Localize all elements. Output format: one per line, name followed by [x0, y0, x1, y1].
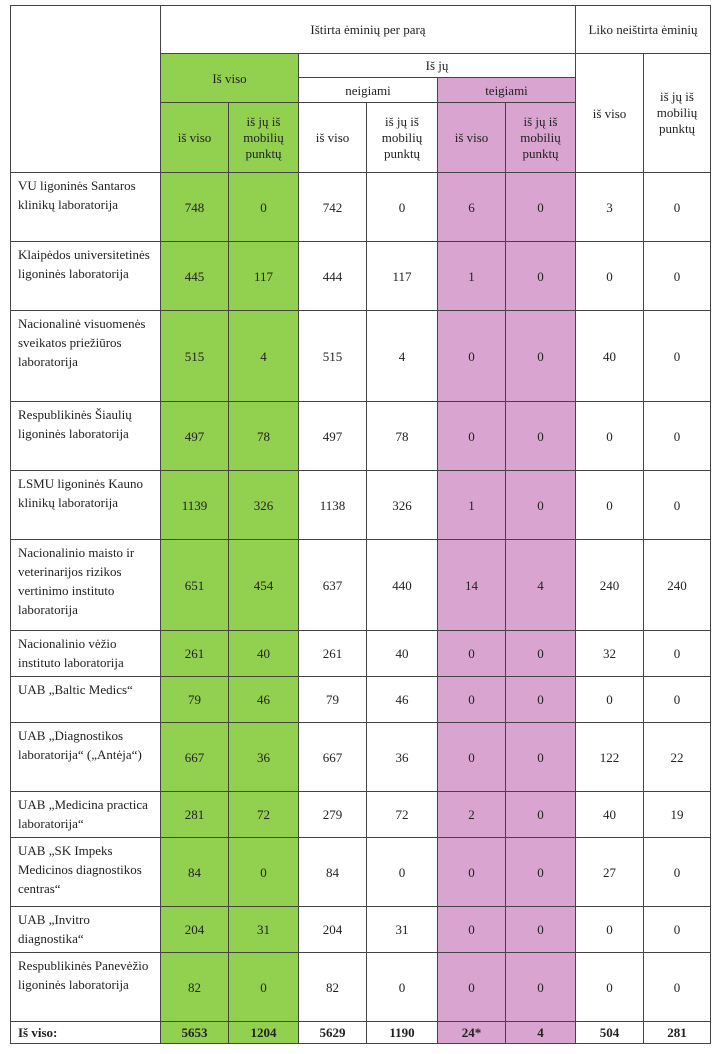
negative-mobile-cell: 4	[367, 311, 438, 402]
total-cell: 79	[161, 677, 229, 723]
positive-mobile-cell: 0	[506, 792, 576, 838]
untested-mobile-cell: 240	[644, 540, 711, 631]
header-untested-mobile: iš jų iš mobilių punktų	[644, 54, 711, 173]
mobile-cell: 454	[229, 540, 299, 631]
positive-total-cell: 1	[438, 242, 506, 311]
mobile-cell: 117	[229, 242, 299, 311]
table-row	[11, 311, 711, 402]
total-cell: 84	[161, 838, 229, 907]
untested-mobile-cell: 0	[644, 471, 711, 540]
total-total-cell: 5653	[161, 1022, 229, 1044]
untested-total-cell: 32	[576, 631, 644, 677]
total-cell: 445	[161, 242, 229, 311]
positive-mobile-cell: 0	[506, 907, 576, 953]
negative-mobile-cell: 0	[367, 173, 438, 242]
total-cell: 497	[161, 402, 229, 471]
table-row	[11, 838, 711, 907]
negative-total-cell: 667	[299, 723, 367, 792]
mobile-cell: 40	[229, 631, 299, 677]
negative-total-cell: 515	[299, 311, 367, 402]
untested-total-cell: 40	[576, 311, 644, 402]
mobile-cell: 0	[229, 953, 299, 1022]
lab-name-cell: UAB „Medicina practica laboratorija“	[11, 792, 161, 838]
untested-mobile-cell: 22	[644, 723, 711, 792]
lab-name-cell: Nacionalinė visuomenės sveikatos priežiūros laboratorija	[11, 311, 161, 402]
header-negative-total: iš viso	[299, 103, 367, 173]
mobile-cell: 72	[229, 792, 299, 838]
table-row	[11, 242, 711, 311]
positive-total-cell: 0	[438, 907, 506, 953]
total-positive-total-cell: 24*	[438, 1022, 506, 1044]
untested-mobile-cell: 19	[644, 792, 711, 838]
negative-total-cell: 82	[299, 953, 367, 1022]
totals-label: Iš viso:	[11, 1022, 161, 1044]
untested-total-cell: 27	[576, 838, 644, 907]
lab-name-cell: Nacionalinio maisto ir veterinarijos rizikos vertinimo instituto laboratorija	[11, 540, 161, 631]
mobile-cell: 0	[229, 173, 299, 242]
header-positive: teigiami	[438, 78, 576, 103]
table-row	[11, 631, 711, 677]
header-untested-total: iš viso	[576, 54, 644, 173]
lab-name-cell: LSMU ligoninės Kauno klinikų laboratorija	[11, 471, 161, 540]
untested-mobile-cell: 0	[644, 242, 711, 311]
untested-mobile-cell: 0	[644, 402, 711, 471]
table-row	[11, 953, 711, 1022]
mobile-cell: 0	[229, 838, 299, 907]
untested-mobile-cell: 0	[644, 907, 711, 953]
header-positive-total: iš viso	[438, 103, 506, 173]
untested-mobile-cell: 0	[644, 631, 711, 677]
total-negative-total-cell: 5629	[299, 1022, 367, 1044]
lab-name-cell: UAB „SK Impeks Medicinos diagnostikos centras“	[11, 838, 161, 907]
negative-mobile-cell: 117	[367, 242, 438, 311]
negative-total-cell: 84	[299, 838, 367, 907]
total-untested-total-cell: 504	[576, 1022, 644, 1044]
mobile-cell: 36	[229, 723, 299, 792]
negative-mobile-cell: 326	[367, 471, 438, 540]
untested-mobile-cell: 0	[644, 173, 711, 242]
positive-total-cell: 6	[438, 173, 506, 242]
negative-total-cell: 444	[299, 242, 367, 311]
header-positive-mobile: iš jų iš mobilių punktų	[506, 103, 576, 173]
positive-mobile-cell: 0	[506, 631, 576, 677]
total-cell: 667	[161, 723, 229, 792]
corner-cell	[11, 6, 161, 173]
total-positive-mobile-cell: 4	[506, 1022, 576, 1044]
positive-total-cell: 1	[438, 471, 506, 540]
negative-total-cell: 1138	[299, 471, 367, 540]
untested-total-cell: 0	[576, 471, 644, 540]
table-row	[11, 540, 711, 631]
untested-total-cell: 0	[576, 953, 644, 1022]
total-cell: 515	[161, 311, 229, 402]
totals-row	[11, 1022, 711, 1044]
positive-mobile-cell: 0	[506, 471, 576, 540]
mobile-cell: 46	[229, 677, 299, 723]
negative-total-cell: 279	[299, 792, 367, 838]
mobile-cell: 31	[229, 907, 299, 953]
mobile-cell: 78	[229, 402, 299, 471]
header-of-which: Iš jų	[299, 54, 576, 78]
untested-total-cell: 0	[576, 677, 644, 723]
positive-mobile-cell: 4	[506, 540, 576, 631]
positive-total-cell: 2	[438, 792, 506, 838]
negative-mobile-cell: 78	[367, 402, 438, 471]
positive-mobile-cell: 0	[506, 402, 576, 471]
positive-total-cell: 14	[438, 540, 506, 631]
table-row	[11, 677, 711, 723]
untested-total-cell: 3	[576, 173, 644, 242]
untested-total-cell: 0	[576, 242, 644, 311]
positive-total-cell: 0	[438, 677, 506, 723]
total-cell: 748	[161, 173, 229, 242]
lab-name-cell: UAB „Baltic Medics“	[11, 677, 161, 723]
untested-total-cell: 40	[576, 792, 644, 838]
header-tested-per-day: Ištirta ėminių per parą	[161, 6, 576, 54]
total-cell: 651	[161, 540, 229, 631]
lab-name-cell: VU ligoninės Santaros klinikų laboratorija	[11, 173, 161, 242]
negative-total-cell: 204	[299, 907, 367, 953]
lab-name-cell: UAB „Invitro diagnostika“	[11, 907, 161, 953]
table-row	[11, 173, 711, 242]
total-cell: 281	[161, 792, 229, 838]
header-untested-left: Liko neištirta ėminių	[576, 6, 711, 54]
total-negative-mobile-cell: 1190	[367, 1022, 438, 1044]
positive-mobile-cell: 0	[506, 311, 576, 402]
negative-mobile-cell: 46	[367, 677, 438, 723]
untested-total-cell: 240	[576, 540, 644, 631]
mobile-cell: 4	[229, 311, 299, 402]
untested-mobile-cell: 0	[644, 677, 711, 723]
table-row	[11, 792, 711, 838]
negative-mobile-cell: 0	[367, 838, 438, 907]
positive-mobile-cell: 0	[506, 953, 576, 1022]
lab-name-cell: Respublikinės Panevėžio ligoninės laboratorija	[11, 953, 161, 1022]
lab-name-cell: Nacionalinio vėžio instituto laboratorija	[11, 631, 161, 677]
positive-mobile-cell: 0	[506, 723, 576, 792]
table-row	[11, 402, 711, 471]
positive-total-cell: 0	[438, 402, 506, 471]
positive-total-cell: 0	[438, 631, 506, 677]
header-row-1	[11, 6, 711, 54]
untested-mobile-cell: 0	[644, 311, 711, 402]
negative-mobile-cell: 72	[367, 792, 438, 838]
total-cell: 1139	[161, 471, 229, 540]
untested-total-cell: 0	[576, 402, 644, 471]
negative-mobile-cell: 440	[367, 540, 438, 631]
lab-results-table	[10, 5, 711, 1044]
lab-name-cell: Respublikinės Šiaulių ligoninės laboratorija	[11, 402, 161, 471]
negative-total-cell: 261	[299, 631, 367, 677]
total-cell: 82	[161, 953, 229, 1022]
total-cell: 261	[161, 631, 229, 677]
header-total-col: iš viso	[161, 103, 229, 173]
negative-total-cell: 79	[299, 677, 367, 723]
positive-total-cell: 0	[438, 723, 506, 792]
negative-mobile-cell: 40	[367, 631, 438, 677]
total-mobile-cell: 1204	[229, 1022, 299, 1044]
positive-mobile-cell: 0	[506, 838, 576, 907]
negative-mobile-cell: 31	[367, 907, 438, 953]
negative-total-cell: 742	[299, 173, 367, 242]
negative-mobile-cell: 0	[367, 953, 438, 1022]
untested-mobile-cell: 0	[644, 953, 711, 1022]
header-negative-mobile: iš jų iš mobilių punktų	[367, 103, 438, 173]
header-negative: neigiami	[299, 78, 438, 103]
positive-total-cell: 0	[438, 838, 506, 907]
negative-mobile-cell: 36	[367, 723, 438, 792]
total-cell: 204	[161, 907, 229, 953]
table-row	[11, 907, 711, 953]
header-mobile-col: iš jų iš mobilių punktų	[229, 103, 299, 173]
positive-total-cell: 0	[438, 311, 506, 402]
total-untested-mobile-cell: 281	[644, 1022, 711, 1044]
positive-mobile-cell: 0	[506, 173, 576, 242]
table-row	[11, 471, 711, 540]
negative-total-cell: 497	[299, 402, 367, 471]
untested-total-cell: 122	[576, 723, 644, 792]
untested-mobile-cell: 0	[644, 838, 711, 907]
lab-name-cell: Klaipėdos universitetinės ligoninės laboratorija	[11, 242, 161, 311]
untested-total-cell: 0	[576, 907, 644, 953]
negative-total-cell: 637	[299, 540, 367, 631]
positive-mobile-cell: 0	[506, 677, 576, 723]
table-row	[11, 723, 711, 792]
positive-total-cell: 0	[438, 953, 506, 1022]
header-total-group: Iš viso	[161, 54, 299, 103]
lab-name-cell: UAB „Diagnostikos laboratorija“ („Antėja“)	[11, 723, 161, 792]
positive-mobile-cell: 0	[506, 242, 576, 311]
mobile-cell: 326	[229, 471, 299, 540]
